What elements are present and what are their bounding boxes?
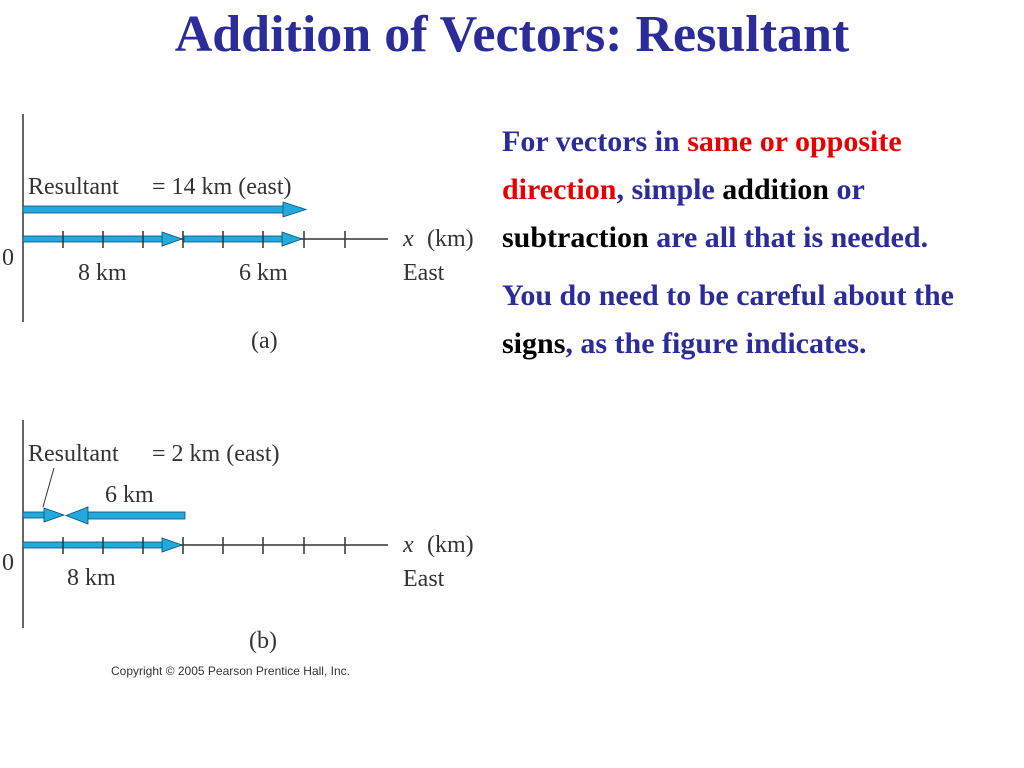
panel-a bbox=[2, 114, 474, 354]
panel-b-axis-direction: East bbox=[403, 566, 445, 592]
vector-diagram bbox=[0, 100, 500, 690]
panel-a-resultant-arrow-shaft bbox=[23, 206, 285, 213]
panel-a-resultant-value: = 14 km (east) bbox=[152, 174, 292, 200]
panel-a-axis-direction: East bbox=[403, 260, 445, 286]
panel-a-resultant-label: Resultant bbox=[28, 174, 119, 200]
panel-b-resultant-value: = 2 km (east) bbox=[152, 441, 280, 467]
panel-a-vector2-label: 6 km bbox=[239, 260, 288, 286]
p1-text-3: or bbox=[829, 173, 865, 206]
p1-emphasis-subtraction: subtraction bbox=[502, 221, 649, 254]
p1-text-1: For vectors in bbox=[502, 125, 688, 158]
panel-a-vector-8km-head bbox=[162, 232, 182, 246]
panel-a-origin-label: 0 bbox=[2, 245, 14, 271]
panel-b-vector2-label: 6 km bbox=[105, 482, 154, 508]
p1-highlight-same-or-opposite: same or opposite direction bbox=[502, 125, 902, 206]
panel-a-vector-6km-head bbox=[282, 232, 302, 246]
panel-a-vector1-label: 8 km bbox=[78, 260, 127, 286]
paragraph-2 bbox=[502, 272, 1002, 368]
panel-b-vector-6km-head bbox=[66, 507, 88, 524]
paragraph-1 bbox=[502, 118, 1002, 262]
panel-b bbox=[2, 420, 474, 654]
panel-b-resultant-pointer bbox=[43, 468, 54, 507]
vector-figure bbox=[0, 100, 500, 690]
panel-a-resultant-arrowhead bbox=[283, 202, 306, 217]
p2-emphasis-signs: signs bbox=[502, 327, 566, 360]
panel-b-resultant-arrow-shaft bbox=[23, 512, 47, 518]
p2-text-2: , as the figure indicates. bbox=[565, 327, 867, 360]
panel-b-vector1-label: 8 km bbox=[67, 565, 116, 591]
p1-text-4: are all that is needed. bbox=[648, 221, 929, 254]
panel-a-caption: (a) bbox=[251, 328, 278, 354]
p1-text-2: , simple bbox=[616, 173, 723, 206]
panel-b-resultant-label: Resultant bbox=[28, 441, 119, 467]
panel-b-vector-8km-head bbox=[162, 538, 182, 552]
p2-text-1: You do need to be careful about the bbox=[502, 279, 954, 312]
panel-b-axis-variable: x bbox=[403, 532, 414, 558]
panel-b-axis-unit: (km) bbox=[427, 532, 474, 558]
panel-b-caption: (b) bbox=[249, 628, 277, 654]
body-text bbox=[502, 118, 1002, 378]
panel-b-origin-label: 0 bbox=[2, 550, 14, 576]
panel-b-resultant-arrowhead bbox=[44, 508, 64, 522]
panel-a-axis-variable: x bbox=[403, 226, 414, 252]
p1-emphasis-addition: addition bbox=[722, 173, 829, 206]
panel-a-vector-6km-shaft bbox=[184, 236, 284, 242]
panel-a-axis-unit: (km) bbox=[427, 226, 474, 252]
panel-b-vector-6km-shaft bbox=[85, 512, 185, 519]
copyright-notice: Copyright © 2005 Pearson Prentice Hall, Inc. bbox=[111, 664, 350, 678]
slide-title: Addition of Vectors: Resultant bbox=[174, 6, 850, 63]
